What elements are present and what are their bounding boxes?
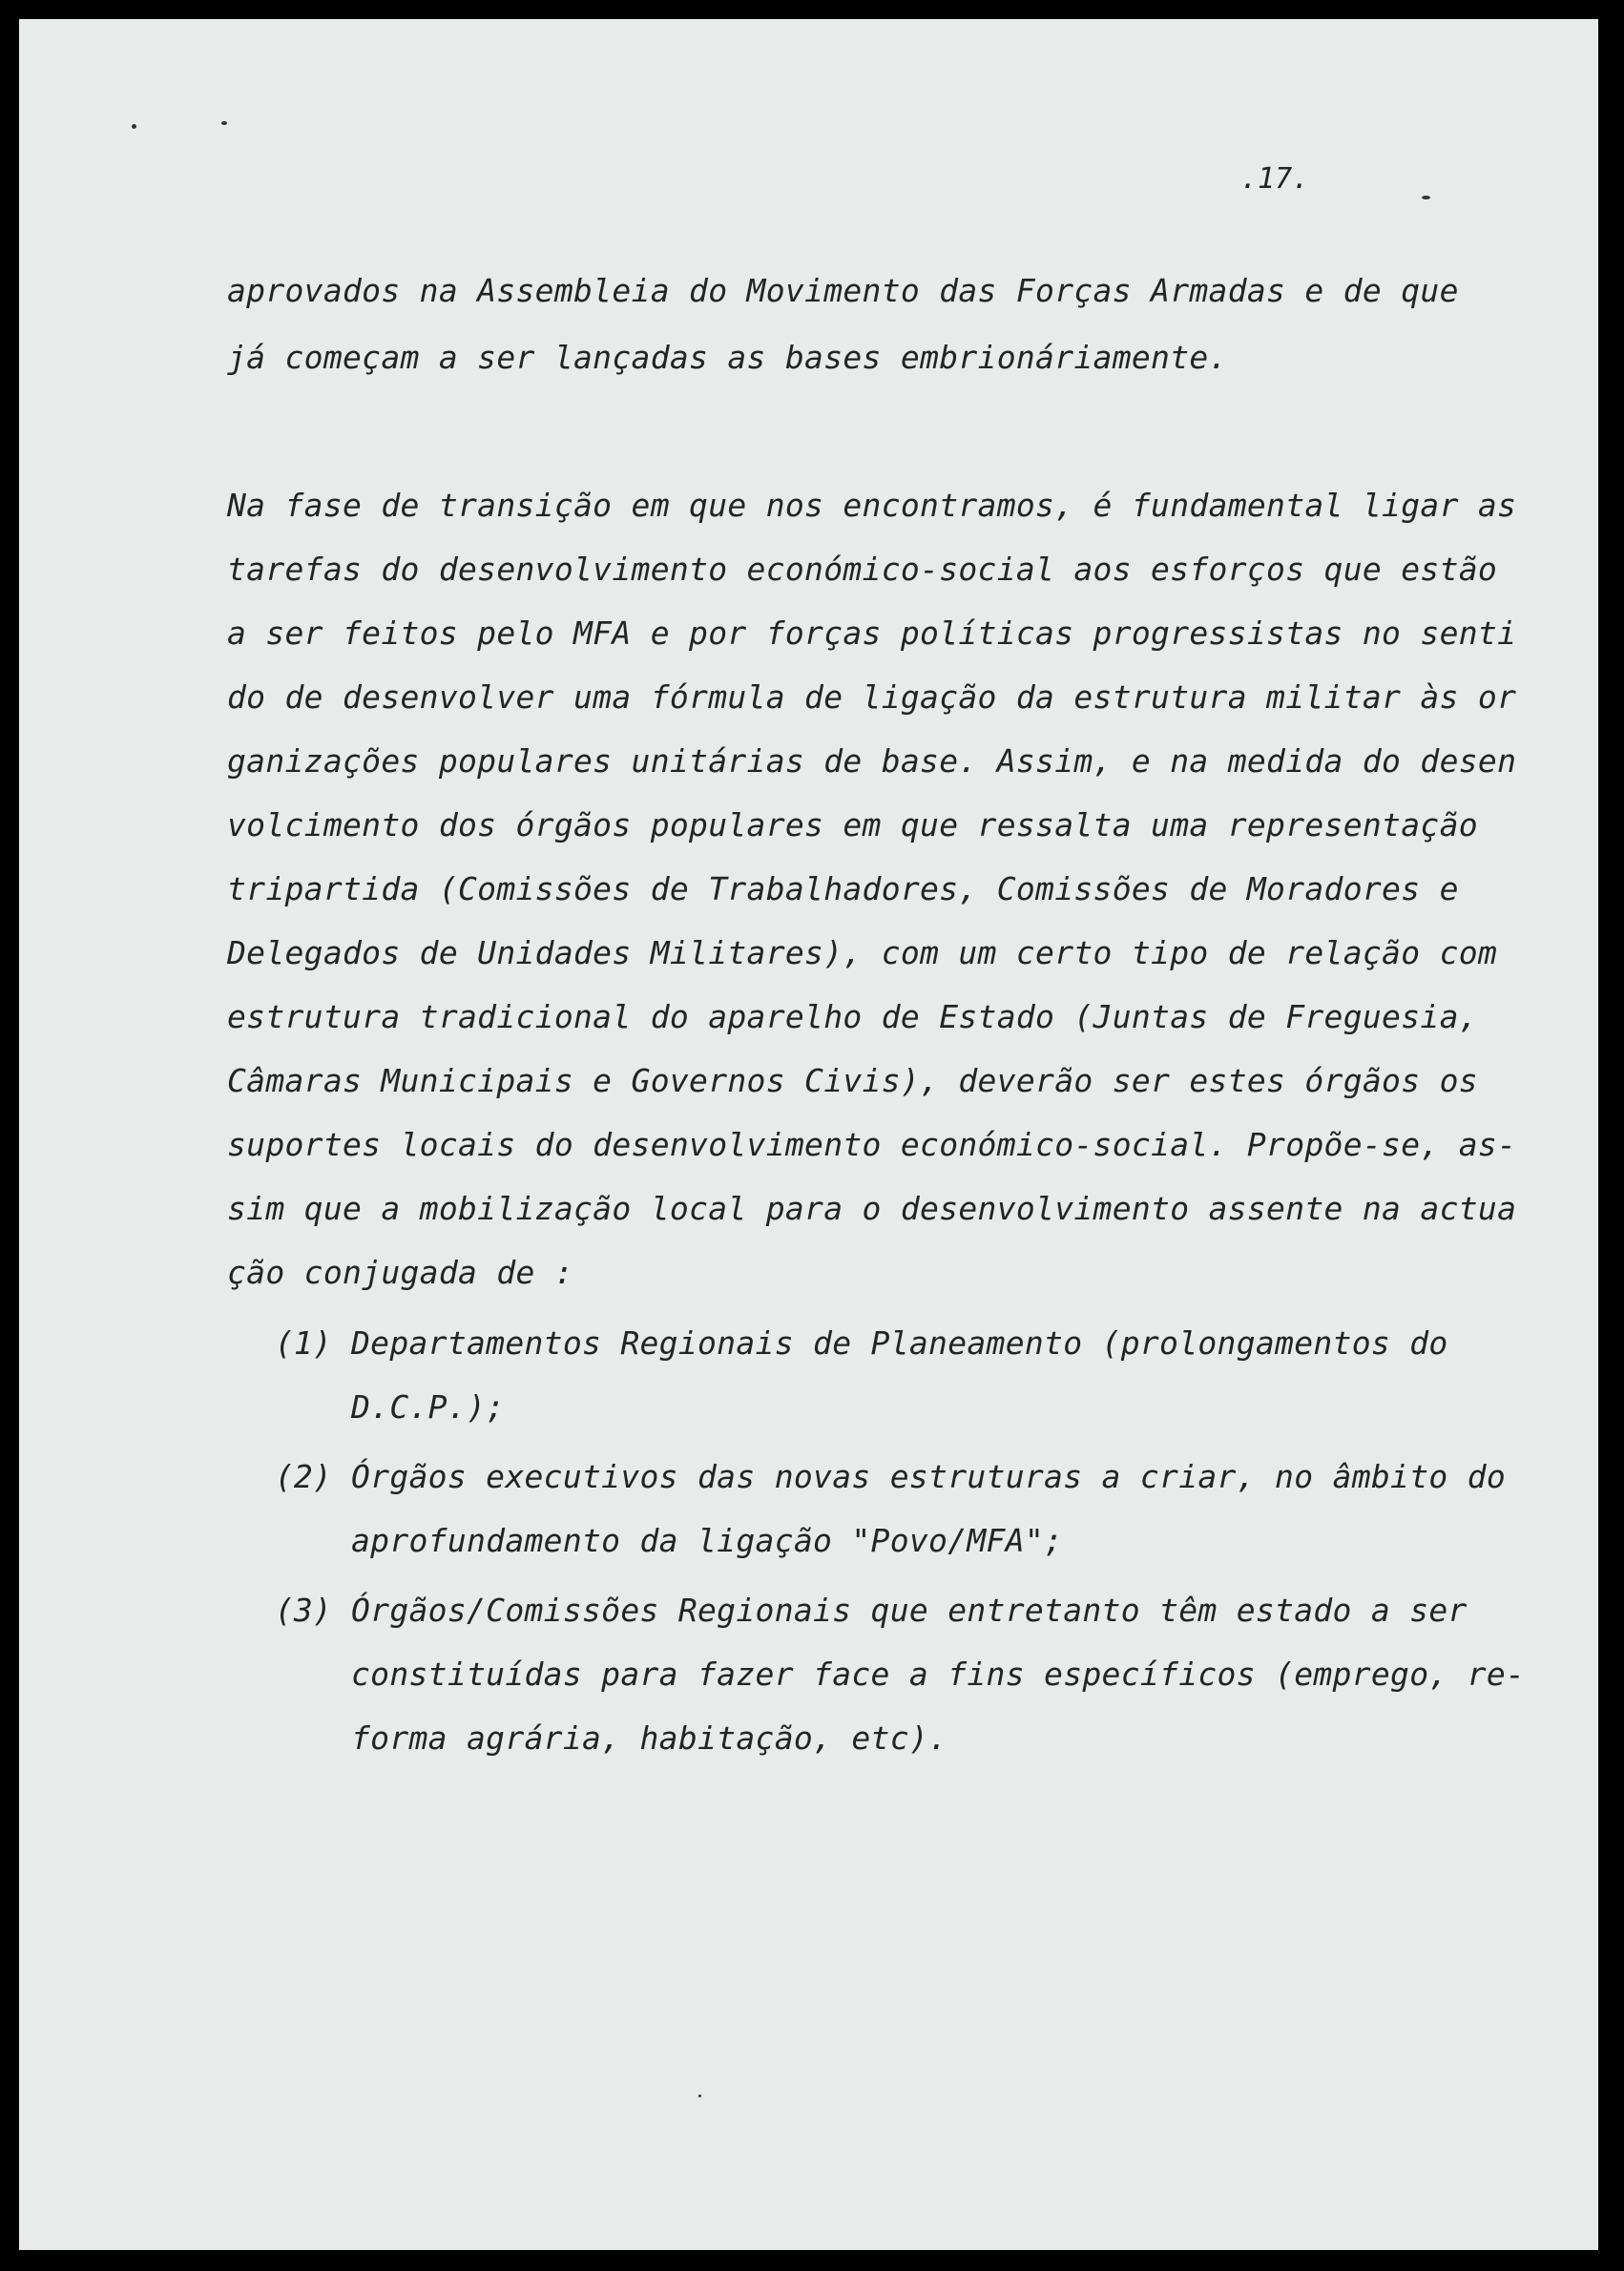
page-number: .17. xyxy=(1240,162,1310,196)
text-line: Câmaras Municipais e Governos Civis), deverão ser estes órgãos os xyxy=(227,1062,1478,1099)
paper-speck xyxy=(1422,196,1430,199)
text-line: Órgãos/Comissões Regionais que entretanto têm estado a ser xyxy=(351,1592,1468,1629)
text-line: ção conjugada de : xyxy=(227,1254,574,1291)
text-line: do de desenvolver uma fórmula de ligação da estrutura militar às or xyxy=(227,678,1517,716)
text-line: constituídas para fazer face a fins específicos (emprego, re- xyxy=(351,1656,1526,1693)
paper-speck xyxy=(221,121,227,125)
paper-speck xyxy=(698,2094,701,2097)
text-line: volcimento dos órgãos populares em que ressalta uma representação xyxy=(227,806,1478,844)
text-line: Departamentos Regionais de Planeamento (prolongamentos do xyxy=(351,1324,1448,1362)
document-page xyxy=(19,19,1598,2250)
text-line: já começam a ser lançadas as bases embrionáriamente. xyxy=(227,339,1228,376)
text-line: Na fase de transição em que nos encontramos, é fundamental ligar as xyxy=(227,487,1517,524)
text-line: tarefas do desenvolvimento económico-social aos esforços que estão xyxy=(227,551,1498,588)
text-line: suportes locais do desenvolvimento económico-social. Propõe-se, as- xyxy=(227,1126,1517,1163)
text-line: aprovados na Assembleia do Movimento das Forças Armadas e de que xyxy=(227,272,1459,309)
text-line: Órgãos executivos das novas estruturas a criar, no âmbito do xyxy=(351,1458,1507,1495)
text-line: D.C.P.); xyxy=(351,1388,506,1426)
text-line: forma agrária, habitação, etc). xyxy=(351,1719,948,1757)
text-line: estrutura tradicional do aparelho de Estado (Juntas de Freguesia, xyxy=(227,998,1478,1035)
paper-speck xyxy=(132,124,136,129)
text-line: ganizações populares unitárias de base. Assim, e na medida do desen xyxy=(227,742,1517,780)
list-item-number: (1) xyxy=(275,1324,332,1362)
text-line: Delegados de Unidades Militares), com um certo tipo de relação com xyxy=(227,934,1498,971)
text-line: tripartida (Comissões de Trabalhadores, Comissões de Moradores e xyxy=(227,870,1459,907)
text-line: a ser feitos pelo MFA e por forças políticas progressistas no senti xyxy=(227,615,1517,652)
text-line: aprofundamento da ligação "Povo/MFA"; xyxy=(351,1522,1064,1559)
list-item-number: (2) xyxy=(275,1458,332,1495)
text-line: sim que a mobilização local para o desenvolvimento assente na actua xyxy=(227,1190,1517,1227)
list-item-number: (3) xyxy=(275,1592,332,1629)
